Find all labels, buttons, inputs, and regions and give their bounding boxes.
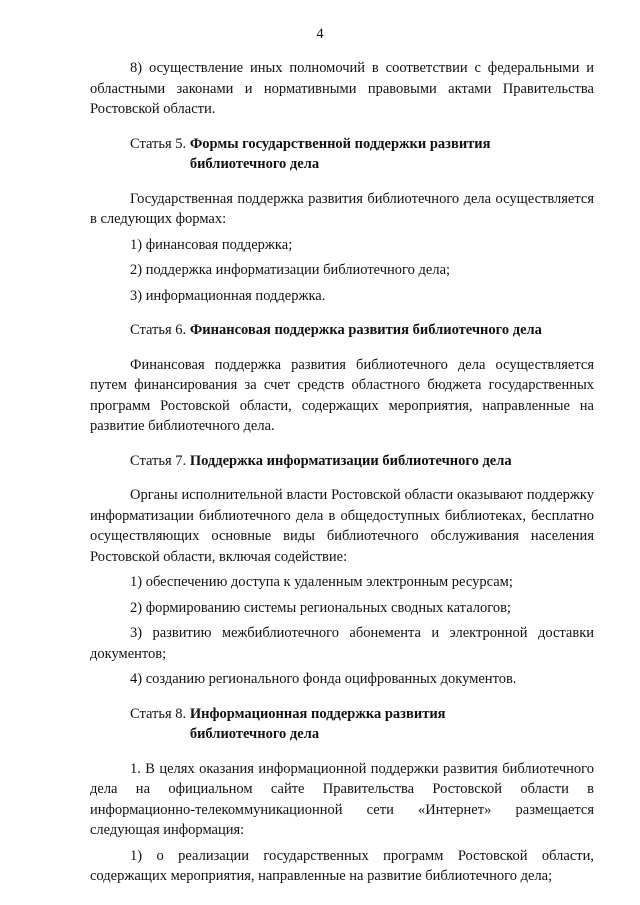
- list-item: 1) о реализации государственных программ Ростовской области, содержащих мероприятия, направленные на развитие библиотечного дела;: [90, 847, 594, 884]
- article-title-line: библиотечного дела: [189, 726, 320, 742]
- paragraph-item-8: 8) осуществление иных полномочий в соответствии с федеральными и областными законами и нормативными правовыми актами Правительства Ростовской области.: [90, 60, 594, 117]
- article-title-line: Формы государственной поддержки развития: [189, 135, 491, 152]
- article-5-heading: [90, 134, 594, 175]
- article-8-text: 1. В целях оказания информационной поддержки развития библиотечного дела на официальном сайте Правительства Ростовской области в информационно-телекоммуникационной сети «Интернет» размещается следующая информация:: [90, 760, 594, 838]
- article-6-text: Финансовая поддержка развития библиотечного дела осуществляется путем финансирования за счет средств областного бюджета государственных программ Ростовской области, содержащих мероприятия, направленные на развитие библиотечного дела.: [90, 356, 594, 434]
- article-title: Поддержка информатизации библиотечного дела: [189, 452, 512, 469]
- page-number: 4: [316, 26, 324, 42]
- article-label: Статья 5.: [130, 135, 190, 152]
- article-5-text: Государственная поддержка развития библиотечного дела осуществляется в следующих формах:: [90, 190, 594, 227]
- article-title: [190, 704, 446, 745]
- article-title: [190, 134, 491, 175]
- list-item: 3) развитию межбиблиотечного абонемента и электронной доставки документов;: [90, 625, 594, 662]
- article-label: Статья 7.: [130, 452, 190, 469]
- article-7-heading: [90, 451, 594, 472]
- list-item: 2) поддержка информатизации библиотечного дела;: [130, 262, 451, 278]
- list-item: 3) информационная поддержка.: [130, 287, 326, 304]
- article-label: Статья 6.: [130, 322, 190, 338]
- list-item: 1) обеспечению доступа к удаленным электронным ресурсам;: [130, 574, 513, 590]
- article-title-line: библиотечного дела: [189, 156, 320, 172]
- article-6-heading: [90, 320, 594, 341]
- list-item: 4) созданию регионального фонда оцифрованных документов.: [130, 671, 517, 687]
- article-7-text: Органы исполнительной власти Ростовской области оказывают поддержку информатизации библиотечного дела в общедоступных библиотеках, бесплатно осуществляющих основные виды библиотечного обслуживания населения Ростовской области, включая содействие:: [90, 487, 594, 565]
- article-title-line: Информационная поддержка развития: [189, 705, 446, 722]
- document-body: [90, 58, 594, 887]
- article-title: Финансовая поддержка развития библиотечного дела: [189, 322, 542, 338]
- article-label: Статья 8.: [130, 705, 190, 722]
- list-item: 1) финансовая поддержка;: [130, 236, 293, 253]
- article-8-heading: [90, 704, 594, 745]
- list-item: 2) формированию системы региональных сводных каталогов;: [130, 599, 511, 616]
